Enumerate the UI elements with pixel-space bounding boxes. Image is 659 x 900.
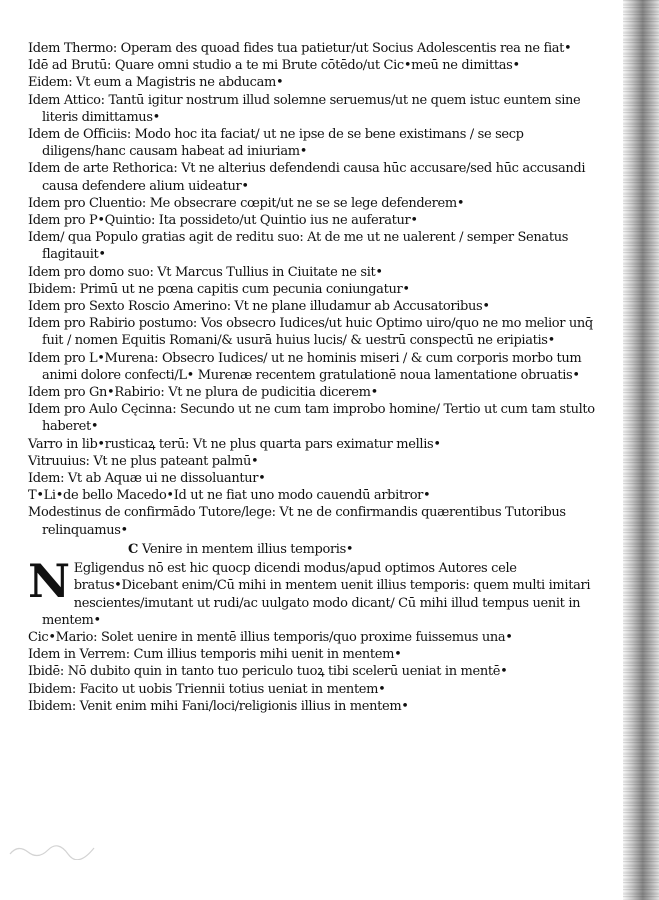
entry: Idē ad Brutū: Quare omni studio a te mi Brute cōtēdo/ut Cic•meū ne dimittas• <box>28 58 520 74</box>
page-text <box>28 40 596 715</box>
entry: Ibidem: Facito ut uobis Triennii totius ueniat in mentem• <box>28 681 386 697</box>
entry: Ibidem: Venit enim mihi Fani/loci/religionis illius in mentem• <box>28 698 409 714</box>
entry: Idem pro Cluentio: Me obsecrare cœpit/ut ne se se lege defenderem• <box>28 195 465 211</box>
entry: Idem pro Aulo Cęcinna: Secundo ut ne cum tam improbo homine/ Tertio ut cum tam stulto haberet• <box>28 402 595 435</box>
entry: Idem/ qua Populo gratias agit de reditu suo: At de me ut ne ualerent / semper Senatus flagitauit• <box>28 230 569 263</box>
entry: Vitruuius: Vt ne plus pateant palmū• <box>28 453 259 469</box>
entry: Idem pro L•Murena: Obsecro Iudices/ ut ne hominis miseri / & cum corporis morbo tum animi dolore confecti/L• Murenæ recentem gratulationē noua lamentatione obruatis• <box>28 350 582 383</box>
intro-paragraph <box>28 554 596 629</box>
section-heading-text: Venire in mentem illius temporis• <box>142 541 354 557</box>
entry: Idem pro P•Quintio: Ita possideto/ut Quintio ius ne auferatur• <box>28 213 418 229</box>
entry: Idem: Vt ab Aquæ ui ne dissoluantur• <box>28 471 266 487</box>
entry: Idem pro Gn•Rabirio: Vt ne plura de pudicitia dicerem• <box>28 385 378 401</box>
drop-cap: N <box>28 554 70 609</box>
entry: Varro in lib•rusticaꝝ terū: Vt ne plus quarta pars eximatur mellis• <box>28 436 441 452</box>
entry: T•Li•de bello Macedo•Id ut ne fiat uno modo cauendū arbitror• <box>28 488 431 504</box>
entry: Idem pro Rabirio postumo: Vos obsecro Iudices/ut huic Optimo uiro/quo ne mo melior unq̄ fuit / nomen Equitis Romani/& usurā huius lucis/ & uestrū conspectū ne eripiatis• <box>28 316 593 349</box>
entry: Eidem: Vt eum a Magistris ne abducam• <box>28 75 284 91</box>
entry: Idem de Officiis: Modo hoc ita faciat/ ut ne ipse de se bene existimans / se secp diligens/hanc causam habeat ad iniuriam• <box>28 127 524 160</box>
entry: Ibidem: Primū ut ne pœna capitis cum pecunia coniungatur• <box>28 281 410 297</box>
entry: Ibidē: Nō dubito quin in tanto tuo periculo tuoꝝ tibi scelerū ueniat in mentē• <box>28 664 508 680</box>
entry: Idem Attico: Tantū igitur nostrum illud solemne seruemus/ut ne quem istuc euntem sine literis dimittamus• <box>28 92 581 125</box>
entry: Idem pro domo suo: Vt Marcus Tullius in Ciuitate ne sit• <box>28 264 383 280</box>
entry: Idem in Verrem: Cum illius temporis mihi uenit in mentem• <box>28 647 402 663</box>
paragraph-mark-icon: C <box>128 541 138 557</box>
entry: Modestinus de confirmādo Tutore/lege: Vt ne de confirmandis quærentibus Tutoribus relinquamus• <box>28 505 566 538</box>
section-heading <box>28 541 596 558</box>
entry: Idem Thermo: Operam des quoad fides tua patietur/ut Socius Adolescentis rea ne fiat• <box>28 41 572 56</box>
entry: Idem de arte Rethorica: Vt ne alterius defendendi causa hūc accusare/sed hūc accusandi causa defendere alium uideatur• <box>28 161 586 194</box>
book-gutter-edge <box>623 0 659 900</box>
ink-smudge <box>8 840 98 860</box>
entry: Cic•Mario: Solet uenire in mentē illius temporis/quo proxime fuissemus una• <box>28 629 513 645</box>
intro-text: Egligendus nō est hic quocp dicendi modus/apud optimos Autores cele bratus•Dicebant enim/Cū mihi in mentem uenit illius temporis: quem multi imitari nescientes/imutant ut rudi/ac uulgato modo dicant/ Cū mihi illud tempus uenit in mentem• <box>42 561 591 628</box>
entry: Idem pro Sexto Roscio Amerino: Vt ne plane illudamur ab Accusatoribus• <box>28 299 490 315</box>
